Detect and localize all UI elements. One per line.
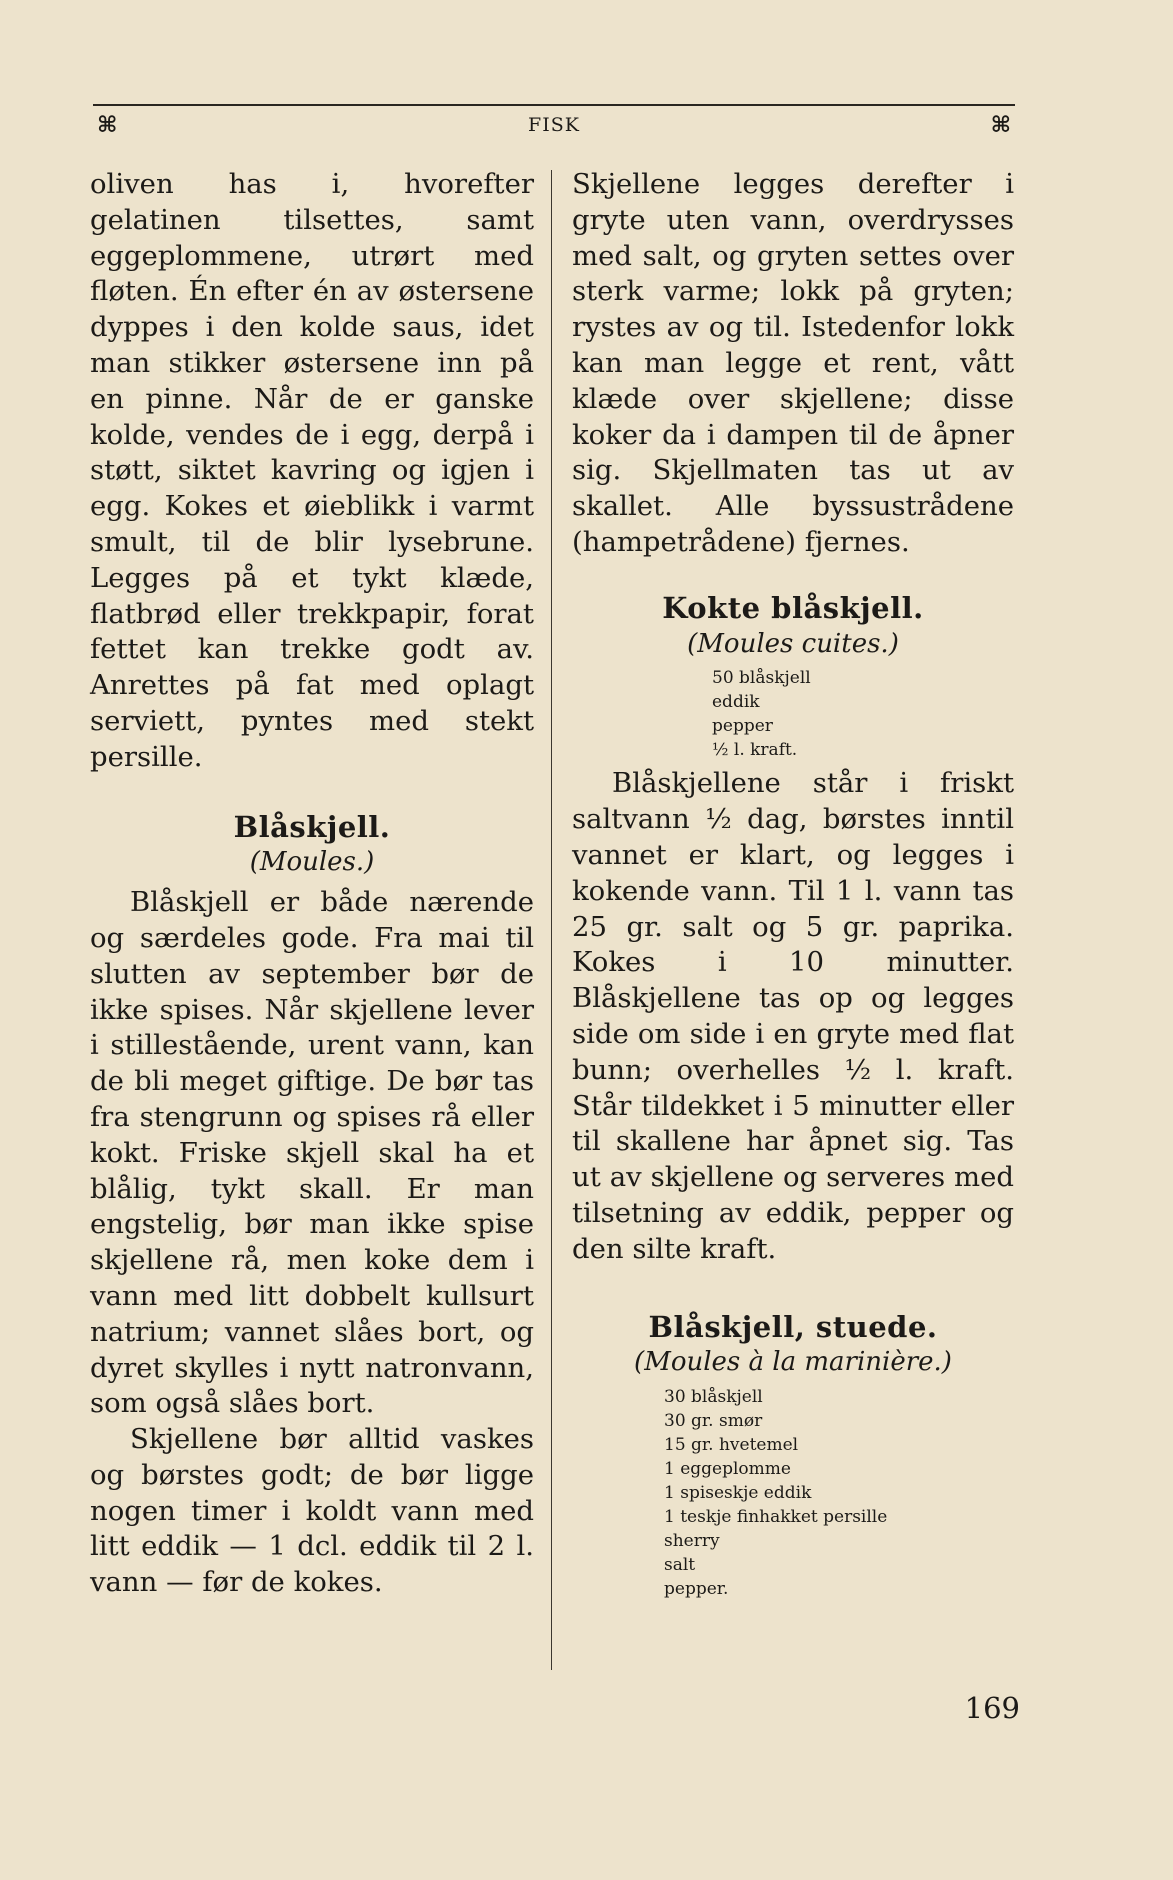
recipe-method-paragraph: Blåskjellene står i friskt saltvann ½ dag, børstes inntil vannet er klart, og legges i kokende vann. Til 1 l. vann tas 25 gr. salt og 5 gr. paprika. Kokes i 10 minutter. Blåskjellene tas op og legges side om side i en gryte med flat bunn; overhelles ½ l. kraft. Står tildekket i 5 minutter eller til skallene har åpnet sig. Tas ut av skjellene og serveres med tilsetning av eddik, pepper og den silte kraft. (572, 767, 1014, 1265)
ingredient-item: salt (664, 1555, 696, 1576)
section-heading-blaskjell: Blåskjell. (233, 809, 391, 844)
section-subheading-moules: (Moules.) (249, 847, 375, 878)
blaskjell-intro-paragraph: Blåskjell er både nærende og særdeles gode. Fra mai til slutten av september bør de ikke spises. Når skjellene lever i stillestående, urent vann, kan de bli meget giftige. De bør tas fra stengrunn og spises rå eller kokt. Friske skjell skal ha et blålig, tykt skall. Er man engstelig, bør man ikke spise skjellene rå, men koke dem i vann med litt dobbelt kullsurt natrium; vannet slåes bort, og dyret skylles i nytt natronvann, som også slåes bort. (90, 886, 534, 1420)
ingredient-list (572, 666, 1014, 762)
ingredient-item: 50 blåskjell (712, 668, 811, 689)
ingredient-item: pepper (712, 716, 773, 737)
header-ornament-right-icon: ⌘ (990, 112, 1011, 138)
cleaning-paragraph: Skjellene legges derefter i gryte uten vann, overdrysses med salt, og gryten settes over sterk varme; lokk på gryten; rystes av og til. Istedenfor lokk kan man legge et rent, vått klæde over skjellene; disse koker da i dampen til de åpner sig. Skjellmaten tas ut av skallet. Alle byssustrådene (hampetrådene) fjernes. (572, 168, 1014, 558)
recipe-subheading-moules-cuites: (Moules cuites.) (687, 628, 899, 659)
ingredient-item: ½ l. kraft. (712, 740, 798, 761)
right-column (572, 167, 1014, 1601)
ingredient-item: sherry (664, 1531, 720, 1552)
ingredient-item: eddik (712, 692, 760, 713)
ingredient-item: pepper. (664, 1579, 729, 1600)
ingredient-list (572, 1385, 1014, 1601)
ingredient-item: 15 gr. hvetemel (664, 1435, 799, 1456)
ingredient-item: 1 teskje finhakket persille (664, 1507, 888, 1528)
header-ornament-left-icon: ⌘ (97, 112, 118, 138)
oyster-continuation-paragraph: oliven has i, hvorefter gelatinen tilsettes, samt eggeplommene, utrørt med fløten. Én efter én av østersene dyppes i den kolde saus, idet man stikker østersene inn på en pinne. Når de er ganske kolde, vendes de i egg, derpå i støtt, siktet kavring og igjen i egg. Kokes et øieblikk i varmt smult, til de blir lysebrune. Legges på et tykt klæde, flatbrød eller trekkpapir, forat fettet kan trekke godt av. Anrettes på fat med oplagt serviett, pyntes med stekt persille. (90, 168, 534, 773)
left-column (90, 167, 534, 1601)
ingredient-item: 1 spiseskje eddik (664, 1483, 812, 1504)
blaskjell-washing-paragraph: Skjellene bør alltid vaskes og børstes godt; de bør ligge nogen timer i koldt vann med litt eddik — 1 dcl. eddik til 2 l. vann — før de kokes. (90, 1423, 534, 1599)
recipe-heading-kokte-blaskjell: Kokte blåskjell. (662, 590, 924, 625)
recipe-subheading-mariniere: (Moules à la marinière.) (634, 1347, 952, 1378)
column-divider (551, 170, 552, 1670)
ingredient-item: 30 blåskjell (664, 1387, 763, 1408)
recipe-heading-blaskjell-stuede: Blåskjell, stuede. (648, 1309, 938, 1344)
running-title: FISK (528, 114, 580, 136)
page-number: 169 (964, 1691, 1020, 1725)
running-header (93, 104, 1015, 140)
ingredient-item: 30 gr. smør (664, 1411, 763, 1432)
ingredient-item: 1 eggeplomme (664, 1459, 791, 1480)
